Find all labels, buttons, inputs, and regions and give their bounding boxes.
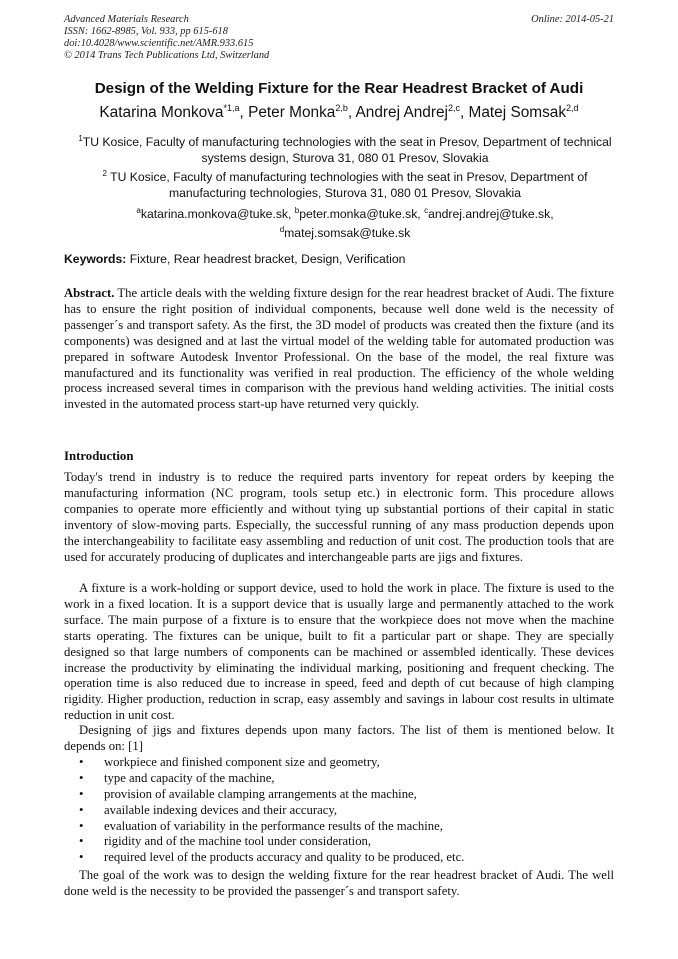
list-item-text: rigidity and of the machine tool under consideration, <box>104 834 372 849</box>
bullet-glyph: • <box>79 786 84 801</box>
affiliation-2 <box>70 166 620 201</box>
abstract-label: Abstract. <box>64 286 115 300</box>
list-item <box>64 803 614 819</box>
intro-paragraph-4: The goal of the work was to design the welding fixture for the rear headrest bracket of Audi. The well done weld is the necessity to be provided the passenger´s and transport safety. <box>64 868 614 898</box>
list-item <box>64 850 614 866</box>
list-item-text: provision of available clamping arrangements at the machine, <box>104 786 417 801</box>
author-sep: , <box>459 104 469 122</box>
issn-line: ISSN: 1662-8985, Vol. 933, pp 615-618 <box>64 26 228 37</box>
bullet-glyph: • <box>79 770 84 785</box>
abstract-text: The article deals with the welding fixture design for the rear headrest bracket of Audi. The fixture has to ensure the right position of individual components, because well done weld is the necessity of passenger´s and transport safety. As the first, the 3D model of products was created then the fixture (and its components) was designed and at last the virtual model of the welding table for automated production was prepared in software Autodesk Inventor Professional. On the base of the model, the real fixture was manufactured and its functionality was verified in real production. The efficiency of the whole welding process increased several times in comparison with the previous hand welding activities. The initial costs invested in the automated process start-up have returned very quickly. <box>64 286 614 412</box>
affiliation-1 <box>70 131 620 166</box>
email-link[interactable]: katarina.monkova@tuke.sk, <box>140 207 295 222</box>
list-item <box>64 771 614 787</box>
email-sup: c <box>424 206 429 215</box>
copyright-line: © 2014 Trans Tech Publications Ltd, Switzerland <box>64 50 270 61</box>
list-item <box>64 755 614 771</box>
email-sup: b <box>294 206 300 215</box>
keywords-text: Fixture, Rear headrest bracket, Design, Verification <box>126 252 406 266</box>
author-sup: *1,a <box>223 103 240 113</box>
email-sup: d <box>279 225 285 235</box>
email-sup: a <box>136 206 141 215</box>
author-sup: 2,c <box>447 103 460 113</box>
affiliation-text: TU Kosice, Faculty of manufacturing technologies with the seat in Presov, Department of technical systems design, Sturova 31, 080 01 Presov, Slovakia <box>82 135 612 166</box>
email-link[interactable]: matej.somsak@tuke.sk <box>284 226 411 241</box>
keywords-label: Keywords: <box>64 252 127 266</box>
paper-title: Design of the Welding Fixture for the Rear Headrest Bracket of Audi <box>94 80 584 97</box>
doi-line: doi:10.4028/www.scientific.net/AMR.933.615 <box>64 38 254 49</box>
email-link[interactable]: andrej.andrej@tuke.sk, <box>428 207 554 222</box>
author-sep: , <box>239 104 249 122</box>
affiliation-sup: 1 <box>78 134 83 143</box>
affiliation-text: TU Kosice, Faculty of manufacturing technologies with the seat in Presov, Department of manufacturing technologies, Sturova 31, 080 01 Presov, Slovakia <box>106 170 588 201</box>
author-list <box>0 103 678 122</box>
bullet-glyph: • <box>79 850 84 865</box>
section-heading-introduction: Introduction <box>64 449 134 463</box>
author-name: Andrej Andrej <box>355 104 448 122</box>
list-item-text: available indexing devices and their accuracy, <box>104 802 338 817</box>
email-link[interactable]: peter.monka@tuke.sk, <box>299 207 425 222</box>
intro-paragraph-3: Designing of jigs and fixtures depends upon many factors. The list of them is mentioned below. It depends on: [1] <box>64 723 614 753</box>
author-sup: 2,b <box>335 103 348 113</box>
list-item-text: required level of the products accuracy and quality to be produced, etc. <box>104 850 465 865</box>
bullet-glyph: • <box>79 802 84 817</box>
list-item-text: evaluation of variability in the performance results of the machine, <box>104 818 443 833</box>
bullet-glyph: • <box>79 818 84 833</box>
author-emails <box>70 203 620 241</box>
online-date: Online: 2014-05-21 <box>531 14 614 25</box>
list-item <box>64 819 614 835</box>
keywords-line <box>64 252 405 266</box>
author-name: Matej Somsak <box>468 104 567 122</box>
journal-header <box>64 14 269 62</box>
abstract-paragraph <box>64 286 614 413</box>
author-sup: 2,d <box>566 103 579 113</box>
author-name: Peter Monka <box>248 104 336 122</box>
list-item <box>64 834 614 850</box>
journal-name: Advanced Materials Research <box>64 14 189 25</box>
intro-paragraph-1: Today's trend in industry is to reduce the required parts inventory for repeat orders by keeping the manufacturing information (NC program, tools setup etc.) in electronic form. This procedure allows companies to operate more efficiently and without tying up substantial portions of their capital in static inventory of slow-moving parts. Especially, the successful running of any mass production depends upon the interchangeability to facilitate easy assembling and reduction of unit cost. The production tools that are used for accurately producing of duplicates and interchangeable parts are jigs and fixtures. <box>64 470 614 564</box>
factor-list <box>64 755 614 866</box>
list-item-text: type and capacity of the machine, <box>104 770 275 785</box>
affiliation-sup: 2 <box>102 169 107 178</box>
list-item <box>64 787 614 803</box>
intro-paragraph-2: A fixture is a work-holding or support device, used to hold the work in place. The fixture is used to the work in a fixed location. It is a support device that is usually large and permanently attached to the work surface. The main purpose of a fixture is to ensure that the workpiece does not move when the machine starts operating. The fixtures can be unique, built to fit a particular part or shape. They are specially designed so that large numbers of components can be machined or assembled identically. These devices increase the productivity by eliminating the individual marking, positioning and frequent checking. The operation time is also reduced due to increase in speed, feed and depth of cut because of high clamping rigidity. Higher production, reduction in scrap, easy assembly and savings in labour cost results in ultimate reduction in unit cost. <box>64 581 614 723</box>
bullet-glyph: • <box>79 755 84 769</box>
bullet-glyph: • <box>79 834 84 849</box>
author-name: Katarina Monkova <box>99 104 224 122</box>
list-item-text: workpiece and finished component size and geometry, <box>104 755 380 769</box>
author-sep: , <box>347 104 356 122</box>
